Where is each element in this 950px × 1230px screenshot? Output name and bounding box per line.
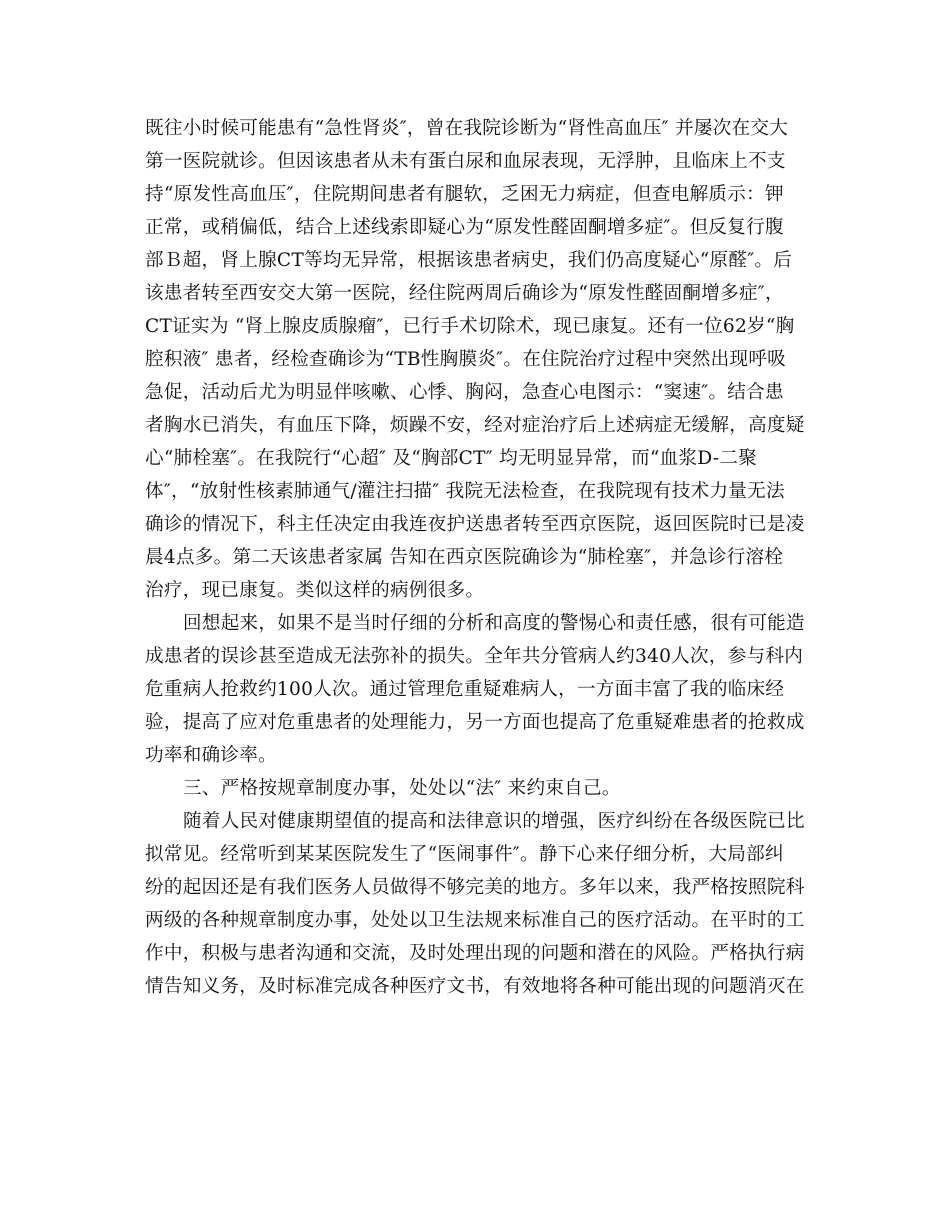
text-line: 拟常见。经常听到某某医院发生了“医闹事件″。静下心来仔细分析，大局部纠	[145, 844, 784, 865]
text-line: CT证实为 “肾上腺皮质腺瘤″，已行手术切除术，现已康复。还有一位62岁“胸	[145, 316, 795, 337]
text-line: 治疗，现已康复。类似这样的病例很多。	[145, 580, 485, 601]
paragraph	[145, 805, 807, 1003]
text-line: 作中，积极与患者沟通和交流，及时处理出现的问题和潜在的风险。严格执行病	[145, 943, 805, 964]
text-line: 回想起来，如果不是当时仔细的分析和高度的警惕心和责任感，很有可能造	[183, 613, 805, 634]
text-line: 既往小时候可能患有“急性肾炎″，曾在我院诊断为“肾性高血压″ 并屡次在交大	[145, 118, 789, 139]
paragraph	[145, 607, 807, 772]
text-line: 纷的起因还是有我们医务人员做得不够完美的地方。多年以来，我严格按照院科	[145, 877, 805, 898]
text-line: 两级的各种规章制度办事，处处以卫生法规来标准自己的医疗活动。在平时的工	[145, 910, 805, 931]
text-line: 部Ｂ超，肾上腺CT等均无异常，根据该患者病史，我们仍高度疑心“原醛″。后	[145, 250, 793, 271]
text-line: 情告知义务，及时标准完成各种医疗文书，有效地将各种可能出现的问题消灭在	[145, 976, 805, 997]
text-line: 该患者转至西安交大第一医院，经住院两周后确诊为“原发性醛固酮增多症″，	[145, 283, 784, 304]
text-line: 确诊的情况下，科主任决定由我连夜护送患者转至西京医院，返回医院时已是凌	[145, 514, 805, 535]
text-line: 成患者的误诊甚至造成无法弥补的损失。全年共分管病人约340人次，参与科内	[145, 646, 804, 667]
text-line: 三、严格按规章制度办事，处处以“法″ 来约束自己。	[183, 778, 621, 799]
text-line: 心“肺栓塞″。在我院行“心超″ 及“胸部CT″ 均无明显异常，而“血浆D-二聚	[145, 448, 758, 469]
text-line: 第一医院就诊。但因该患者从未有蛋白尿和血尿表现，无浮肿，且临床上不支	[145, 151, 786, 172]
paragraph	[145, 112, 807, 607]
text-line: 急促，活动后尤为明显伴咳嗽、心悸、胸闷，急查心电图示：“窦速″。结合患	[145, 382, 784, 403]
section-heading	[145, 772, 807, 805]
text-line: 正常，或稍偏低，结合上述线索即疑心为“原发性醛固酮增多症″。但反复行腹	[145, 217, 784, 238]
text-line: 者胸水已消失，有血压下降，烦躁不安，经对症治疗后上述病症无缓解，高度疑	[145, 415, 805, 436]
text-line: 功率和确诊率。	[145, 745, 277, 766]
text-line: 危重病人抢救约100人次。通过管理危重疑难病人，一方面丰富了我的临床经	[145, 679, 785, 700]
text-line: 随着人民对健康期望值的提高和法律意识的增强，医疗纠纷在各级医院已比	[183, 811, 805, 832]
text-line: 体″，“放射性核素肺通气/灌注扫描″ 我院无法检查，在我院现有技术力量无法	[145, 481, 785, 502]
text-line: 持“原发性高血压″，住院期间患者有腿软，乏困无力病症，但查电解质示：钾	[145, 184, 784, 205]
text-line: 晨4点多。第二天该患者家属 告知在西京医院确诊为“肺栓塞″，并急诊行溶栓	[145, 547, 784, 568]
text-line: 腔积液″ 患者，经检查确诊为“TB性胸膜炎″。在住院治疗过程中突然出现呼吸	[145, 349, 787, 370]
text-line: 验，提高了应对危重患者的处理能力，另一方面也提高了危重疑难患者的抢救成	[145, 712, 805, 733]
document-page	[145, 112, 807, 1003]
